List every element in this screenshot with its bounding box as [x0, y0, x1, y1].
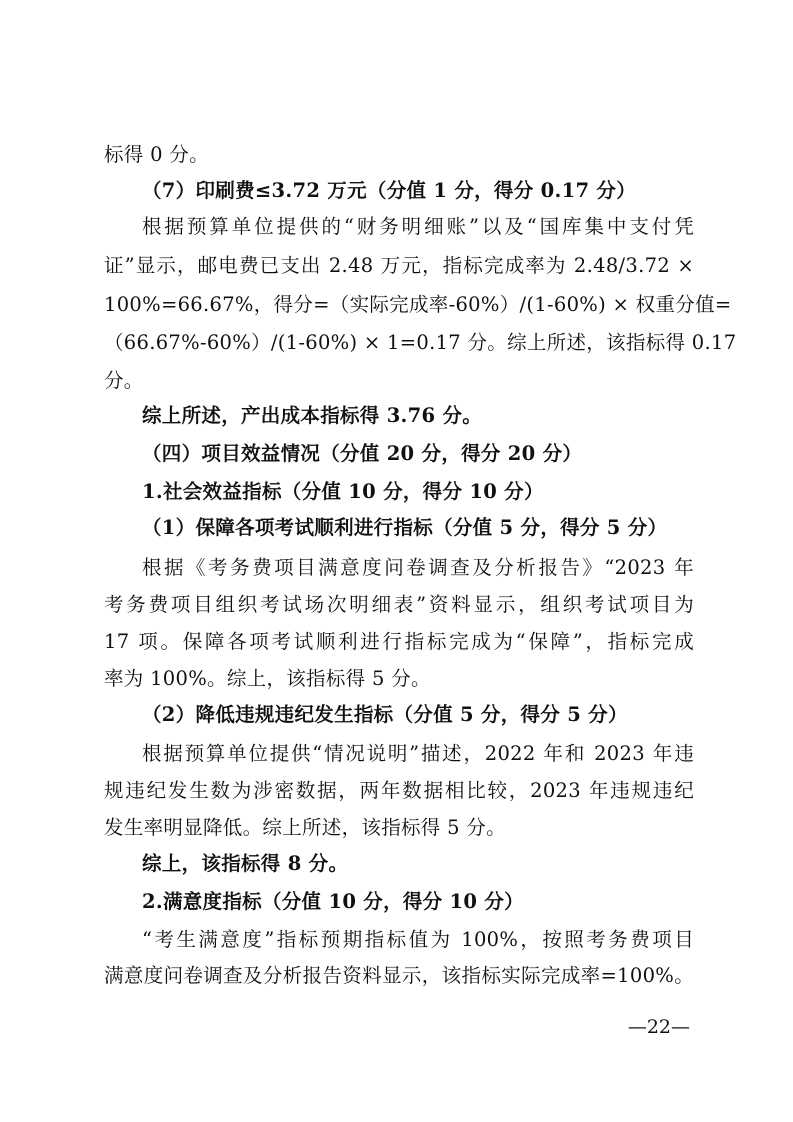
- text-line: 规违纪发生数为涉密数据，两年数据相比较，2023 年违规违纪: [104, 779, 694, 802]
- summary-line: 综上，该指标得 8 分。: [142, 852, 349, 875]
- text-line: 17 项。保障各项考试顺利进行指标完成为“保障”，指标完成: [104, 630, 694, 653]
- subheading-violation-reduction: （2）降低违规违纪发生指标（分值 5 分，得分 5 分）: [142, 703, 628, 726]
- text-line: （66.67%-60%）/(1-60%) × 1=0.17 分。综上所述，该指标得 0.17: [104, 331, 737, 354]
- text-line: 发生率明显降低。综上所述，该指标得 5 分。: [104, 816, 506, 839]
- section-heading-benefits: （四）项目效益情况（分值 20 分，得分 20 分）: [142, 442, 583, 465]
- subheading-printing-fee: （7）印刷费≤3.72 万元（分值 1 分，得分 0.17 分）: [142, 179, 637, 202]
- summary-line: 综上所述，产出成本指标得 3.76 分。: [142, 404, 483, 427]
- text-line: 考务费项目组织考试场次明细表”资料显示，组织考试项目为: [104, 593, 694, 616]
- text-line: 分。: [104, 369, 144, 392]
- page-number: —22—: [627, 1016, 690, 1038]
- text-line: 证”显示，邮电费已支出 2.48 万元，指标完成率为 2.48/3.72 ×: [104, 254, 694, 277]
- text-line: 标得 0 分。: [104, 143, 209, 166]
- text-line: 根据预算单位提供“情况说明”描述，2022 年和 2023 年违: [142, 742, 694, 765]
- text-line: 根据《考务费项目满意度问卷调查及分析报告》“2023 年: [142, 556, 694, 579]
- heading-social-benefit: 1.社会效益指标（分值 10 分，得分 10 分）: [142, 480, 544, 503]
- text-line: “考生满意度”指标预期指标值为 100%，按照考务费项目: [142, 928, 694, 951]
- text-line: 根据预算单位提供的“财务明细账”以及“国库集中支付凭: [142, 215, 694, 238]
- text-line: 满意度问卷调查及分析报告资料显示，该指标实际完成率=100%。: [104, 964, 694, 987]
- heading-satisfaction: 2.满意度指标（分值 10 分，得分 10 分）: [142, 890, 524, 913]
- text-line: 100%=66.67%，得分=（实际完成率-60%）/(1-60%) × 权重分值=: [104, 293, 732, 316]
- text-line: 率为 100%。综上，该指标得 5 分。: [104, 667, 431, 690]
- subheading-exam-guarantee: （1）保障各项考试顺利进行指标（分值 5 分，得分 5 分）: [142, 516, 668, 539]
